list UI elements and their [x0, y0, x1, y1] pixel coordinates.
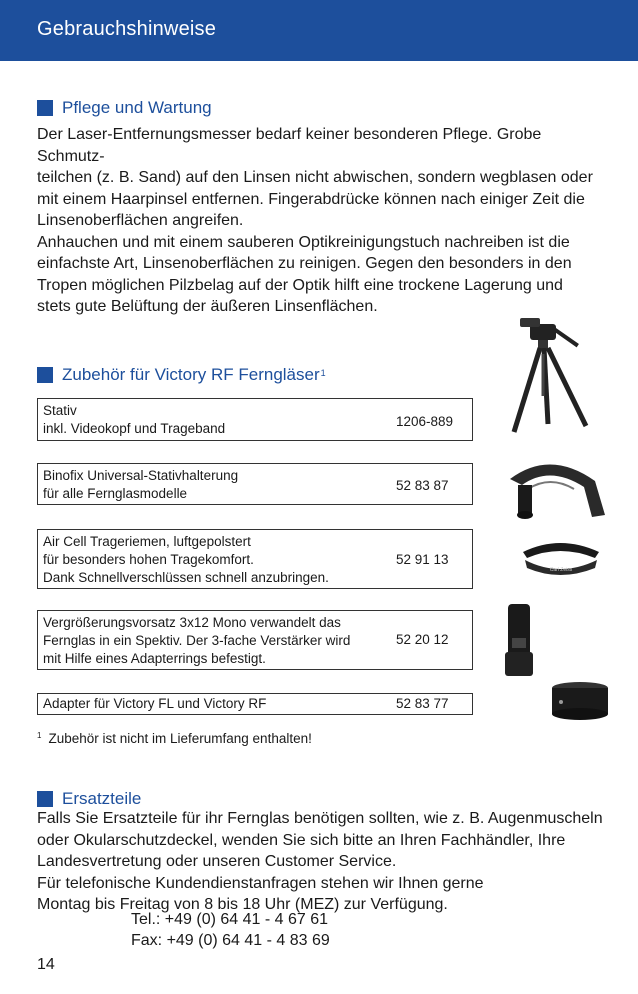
carrying-strap-image — [515, 538, 605, 578]
contact-phone: Tel.: +49 (0) 64 41 - 4 67 61 — [131, 911, 329, 928]
care-line: Linsenoberflächen angreifen. — [37, 212, 244, 229]
care-line: mit einem Haarpinsel entfernen. Fingerabdrücke können nach einiger Zeit die — [37, 190, 585, 208]
parts-paragraph — [37, 808, 607, 916]
care-line: einfachste Art, Linsenoberflächen zu reinigen. Gegen den besonders in den — [37, 255, 572, 272]
accessory-order-number: 52 83 77 — [396, 696, 449, 711]
parts-line: Für telefonische Kundendienstanfragen stehen wir Ihnen gerne — [37, 874, 484, 892]
parts-heading — [37, 789, 141, 809]
accessory-order-number: 52 83 87 — [396, 478, 449, 493]
accessory-row — [37, 398, 473, 441]
parts-heading-text: Ersatzteile — [62, 789, 142, 808]
header-title: Gebrauchshinweise — [37, 18, 217, 40]
binofix-holder-image — [500, 455, 610, 523]
accessory-order-number: 1206-889 — [396, 414, 454, 429]
care-heading — [37, 98, 212, 118]
accessory-description: Adapter für Victory FL und Victory RF — [43, 696, 267, 711]
accessory-order-number: 52 20 12 — [396, 632, 449, 647]
bullet-square-icon — [37, 100, 53, 116]
adapter-ring-image — [545, 680, 615, 722]
footnote: $^1$ Zubehör ist nicht im Lieferumfang enthalten! — [37, 731, 312, 746]
bullet-square-icon — [37, 367, 53, 383]
accessories-heading-text: Zubehör für Victory RF Ferngläser — [62, 365, 320, 384]
parts-line: oder Okularschutzdeckel, wenden Sie sich bitte an Ihren Fachhändler, Ihre — [37, 831, 566, 849]
accessory-order-number: 52 91 13 — [396, 552, 449, 567]
footnote-marker: 1 — [320, 368, 326, 378]
accessory-description: Air Cell Trageriemen, luftgepolstert für besonders hohen Tragekomfort. Dank Schnellverschlüssen schnell anzubringen. — [43, 534, 329, 585]
accessory-row — [37, 463, 473, 505]
care-paragraph — [37, 124, 607, 318]
accessory-description: Binofix Universal-Stativhalterung für alle Fernglasmodelle — [43, 468, 239, 501]
bullet-square-icon — [37, 791, 53, 807]
accessories-heading — [37, 365, 326, 385]
tripod-image — [500, 314, 610, 434]
monocular-image — [500, 600, 540, 680]
strap-brand-label: Carl Zeiss — [549, 567, 573, 573]
care-line: Der Laser-Entfernungsmesser bedarf keiner besonderen Pflege. Grobe Schmutz- — [37, 126, 542, 165]
care-line: teilchen (z. B. Sand) auf den Linsen nicht abwischen, sondern wegblasen oder — [37, 169, 593, 186]
accessory-row — [37, 693, 473, 715]
parts-line: Landesvertretung oder unseren Customer Service. — [37, 853, 397, 870]
care-line: Tropen möglichen Pilzbelag auf der Optik hilft eine trockene Lagerung und — [37, 276, 563, 294]
care-heading-text: Pflege und Wartung — [62, 98, 212, 117]
parts-line: Montag bis Freitag von 8 bis 18 Uhr (MEZ) zur Verfügung. — [37, 896, 448, 913]
care-line: stets gute Belüftung der äußeren Linsenflächen. — [37, 298, 378, 315]
accessory-description: Stativ inkl. Videokopf und Trageband — [43, 403, 226, 436]
accessory-description: Vergrößerungsvorsatz 3x12 Mono verwandelt das Fernglas in ein Spektiv. Der 3-fache Verstärker wird mit Hilfe eines Adapterrings befestigt. — [43, 615, 351, 666]
accessory-row — [37, 610, 473, 670]
contact-fax: Fax: +49 (0) 64 41 - 4 83 69 — [131, 932, 330, 949]
page-number: 14 — [37, 956, 55, 973]
parts-line: Falls Sie Ersatzteile für ihr Fernglas benötigen sollten, wie z. B. Augenmuscheln — [37, 810, 603, 827]
accessory-row — [37, 529, 473, 589]
care-line: Anhauchen und mit einem sauberen Optikreinigungstuch nachreiben ist die — [37, 233, 570, 251]
page-header — [0, 0, 638, 61]
